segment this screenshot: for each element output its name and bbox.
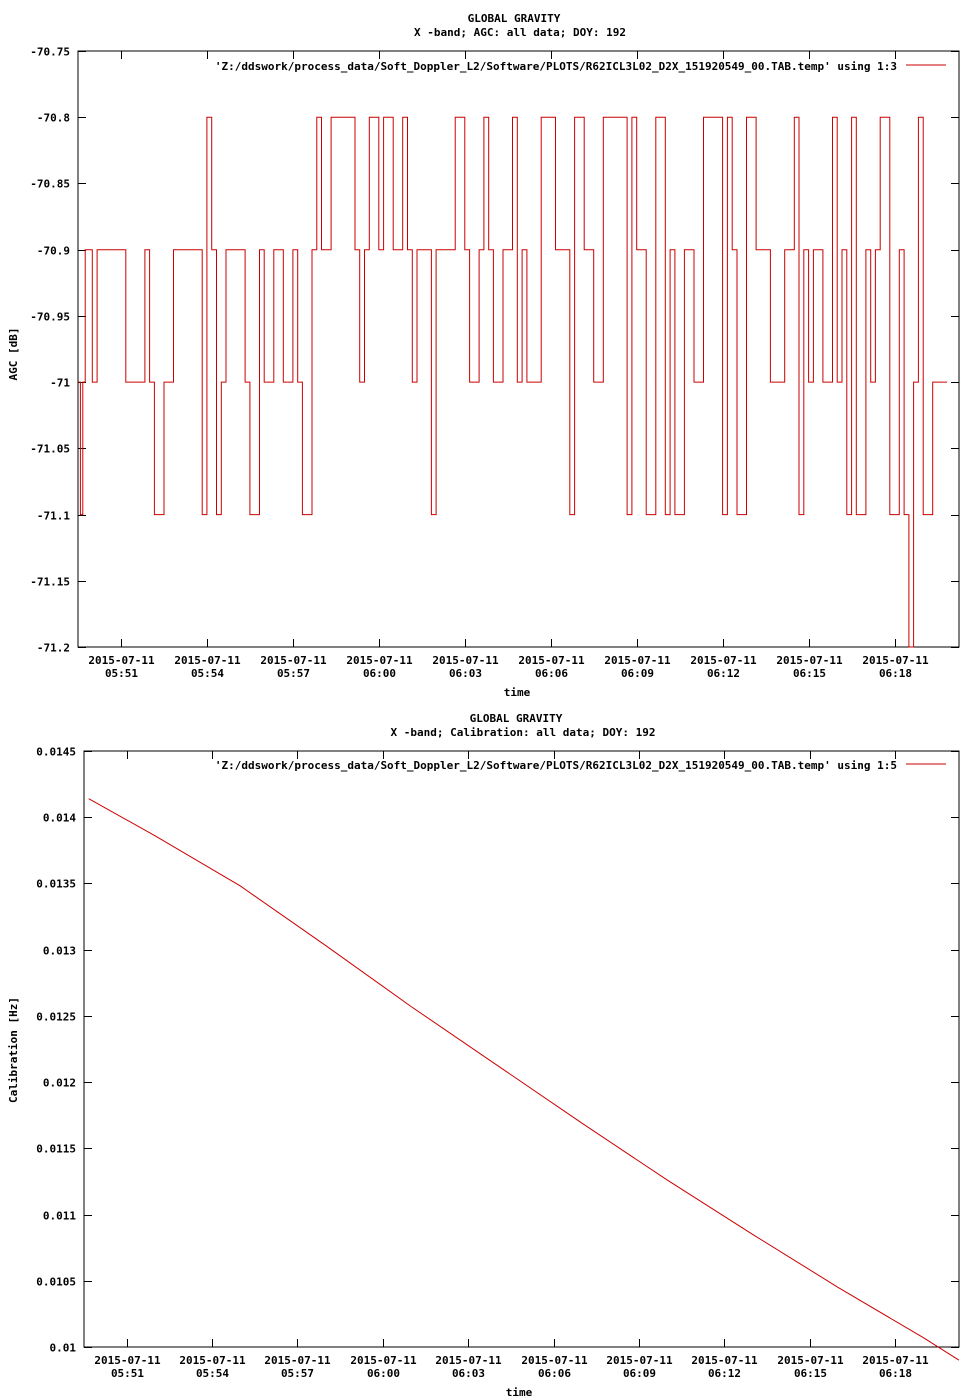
agc-legend-label: 'Z:/ddswork/process_data/Soft_Doppler_L2/Software/PLOTS/R62ICL3L02_D2X_151920549_00.TAB.temp' using 1:3 <box>214 60 897 73</box>
calibration-legend <box>215 759 946 772</box>
agc-plot-frame <box>78 51 959 647</box>
x-tick-time-label: 05:51 <box>110 1367 145 1380</box>
agc-chart-title: GLOBAL GRAVITY <box>467 12 561 25</box>
x-tick-date-label: 2015-07-11 <box>260 654 327 667</box>
x-tick-date-label: 2015-07-11 <box>88 654 155 667</box>
x-tick-date-label: 2015-07-11 <box>94 1354 161 1367</box>
y-tick-label: -71.1 <box>36 509 70 523</box>
x-tick-time-label: 06:00 <box>362 667 397 680</box>
y-tick-label: -70.9 <box>36 244 70 258</box>
y-tick-label: -71 <box>50 376 70 390</box>
x-tick-date-label: 2015-07-11 <box>862 654 929 667</box>
x-tick-time-label: 05:51 <box>104 667 139 680</box>
x-tick-time-label: 06:12 <box>706 667 741 680</box>
x-tick-date-label: 2015-07-11 <box>691 1354 758 1367</box>
y-tick-label: -70.75 <box>30 45 70 59</box>
x-tick-time-label: 05:54 <box>195 1367 230 1380</box>
x-tick-time-label: 06:15 <box>792 667 827 680</box>
y-tick-label: -71.2 <box>36 641 70 655</box>
x-tick-date-label: 2015-07-11 <box>690 654 757 667</box>
y-tick-label: 0.013 <box>42 944 76 958</box>
y-tick-label: 0.01 <box>49 1341 76 1355</box>
x-tick-date-label: 2015-07-11 <box>518 654 585 667</box>
y-tick-label: 0.0135 <box>36 877 76 891</box>
x-tick-time-label: 06:18 <box>878 1367 913 1380</box>
y-tick-label: 0.011 <box>42 1209 76 1223</box>
y-tick-label: -71.05 <box>30 442 70 456</box>
x-tick-time-label: 06:00 <box>366 1367 401 1380</box>
x-tick-date-label: 2015-07-11 <box>432 654 499 667</box>
calibration-y-axis <box>36 746 959 1355</box>
agc-chart-subtitle: X -band; AGC: all data; DOY: 192 <box>414 26 626 39</box>
y-tick-label: 0.0105 <box>36 1275 76 1289</box>
x-tick-time-label: 06:06 <box>534 667 569 680</box>
y-tick-label: 0.0125 <box>36 1010 76 1024</box>
y-tick-label: -71.15 <box>30 575 70 589</box>
x-tick-date-label: 2015-07-11 <box>174 654 241 667</box>
x-tick-time-label: 06:12 <box>707 1367 742 1380</box>
x-tick-date-label: 2015-07-11 <box>521 1354 588 1367</box>
x-tick-time-label: 06:03 <box>448 667 483 680</box>
x-tick-date-label: 2015-07-11 <box>346 654 413 667</box>
calibration-plot-area <box>89 799 959 1360</box>
x-tick-date-label: 2015-07-11 <box>777 1354 844 1367</box>
agc-x-axis <box>88 51 929 680</box>
y-tick-label: 0.0115 <box>36 1142 76 1156</box>
x-tick-time-label: 05:54 <box>190 667 225 680</box>
y-tick-label: -70.8 <box>36 111 70 125</box>
y-tick-label: 0.0145 <box>36 745 76 759</box>
x-tick-date-label: 2015-07-11 <box>604 654 671 667</box>
agc-legend <box>215 60 946 73</box>
calibration-y-axis-label: Calibration [Hz] <box>7 997 20 1103</box>
x-tick-date-label: 2015-07-11 <box>862 1354 929 1367</box>
x-tick-time-label: 06:06 <box>537 1367 572 1380</box>
y-tick-label: -70.95 <box>30 310 70 324</box>
calibration-chart <box>7 712 959 1399</box>
x-tick-time-label: 06:09 <box>622 1367 657 1380</box>
calibration-x-axis <box>94 751 929 1380</box>
agc-plot-area <box>78 117 947 647</box>
calibration-chart-title: GLOBAL GRAVITY <box>469 712 563 725</box>
x-tick-date-label: 2015-07-11 <box>776 654 843 667</box>
x-tick-time-label: 05:57 <box>280 1367 315 1380</box>
agc-series-line <box>78 117 947 647</box>
x-tick-date-label: 2015-07-11 <box>179 1354 246 1367</box>
x-tick-time-label: 06:18 <box>878 667 913 680</box>
agc-y-axis-label: AGC [dB] <box>7 327 20 381</box>
x-tick-time-label: 06:15 <box>793 1367 828 1380</box>
y-tick-label: -70.85 <box>30 177 70 191</box>
x-tick-date-label: 2015-07-11 <box>606 1354 673 1367</box>
agc-chart <box>7 12 959 699</box>
y-tick-label: 0.014 <box>42 811 76 825</box>
agc-y-axis <box>30 46 959 655</box>
x-tick-date-label: 2015-07-11 <box>350 1354 417 1367</box>
x-tick-time-label: 05:57 <box>276 667 311 680</box>
calibration-plot-frame <box>84 751 959 1347</box>
agc-x-axis-label: time <box>503 686 531 699</box>
calibration-x-axis-label: time <box>505 1386 533 1399</box>
x-tick-date-label: 2015-07-11 <box>435 1354 502 1367</box>
x-tick-time-label: 06:09 <box>620 667 655 680</box>
calibration-chart-subtitle: X -band; Calibration: all data; DOY: 192 <box>390 726 656 739</box>
x-tick-time-label: 06:03 <box>451 1367 486 1380</box>
calibration-legend-label: 'Z:/ddswork/process_data/Soft_Doppler_L2/Software/PLOTS/R62ICL3L02_D2X_151920549_00.TAB.temp' using 1:5 <box>214 759 897 772</box>
cal-series-line <box>89 799 959 1360</box>
y-tick-label: 0.012 <box>42 1076 76 1090</box>
x-tick-date-label: 2015-07-11 <box>264 1354 331 1367</box>
